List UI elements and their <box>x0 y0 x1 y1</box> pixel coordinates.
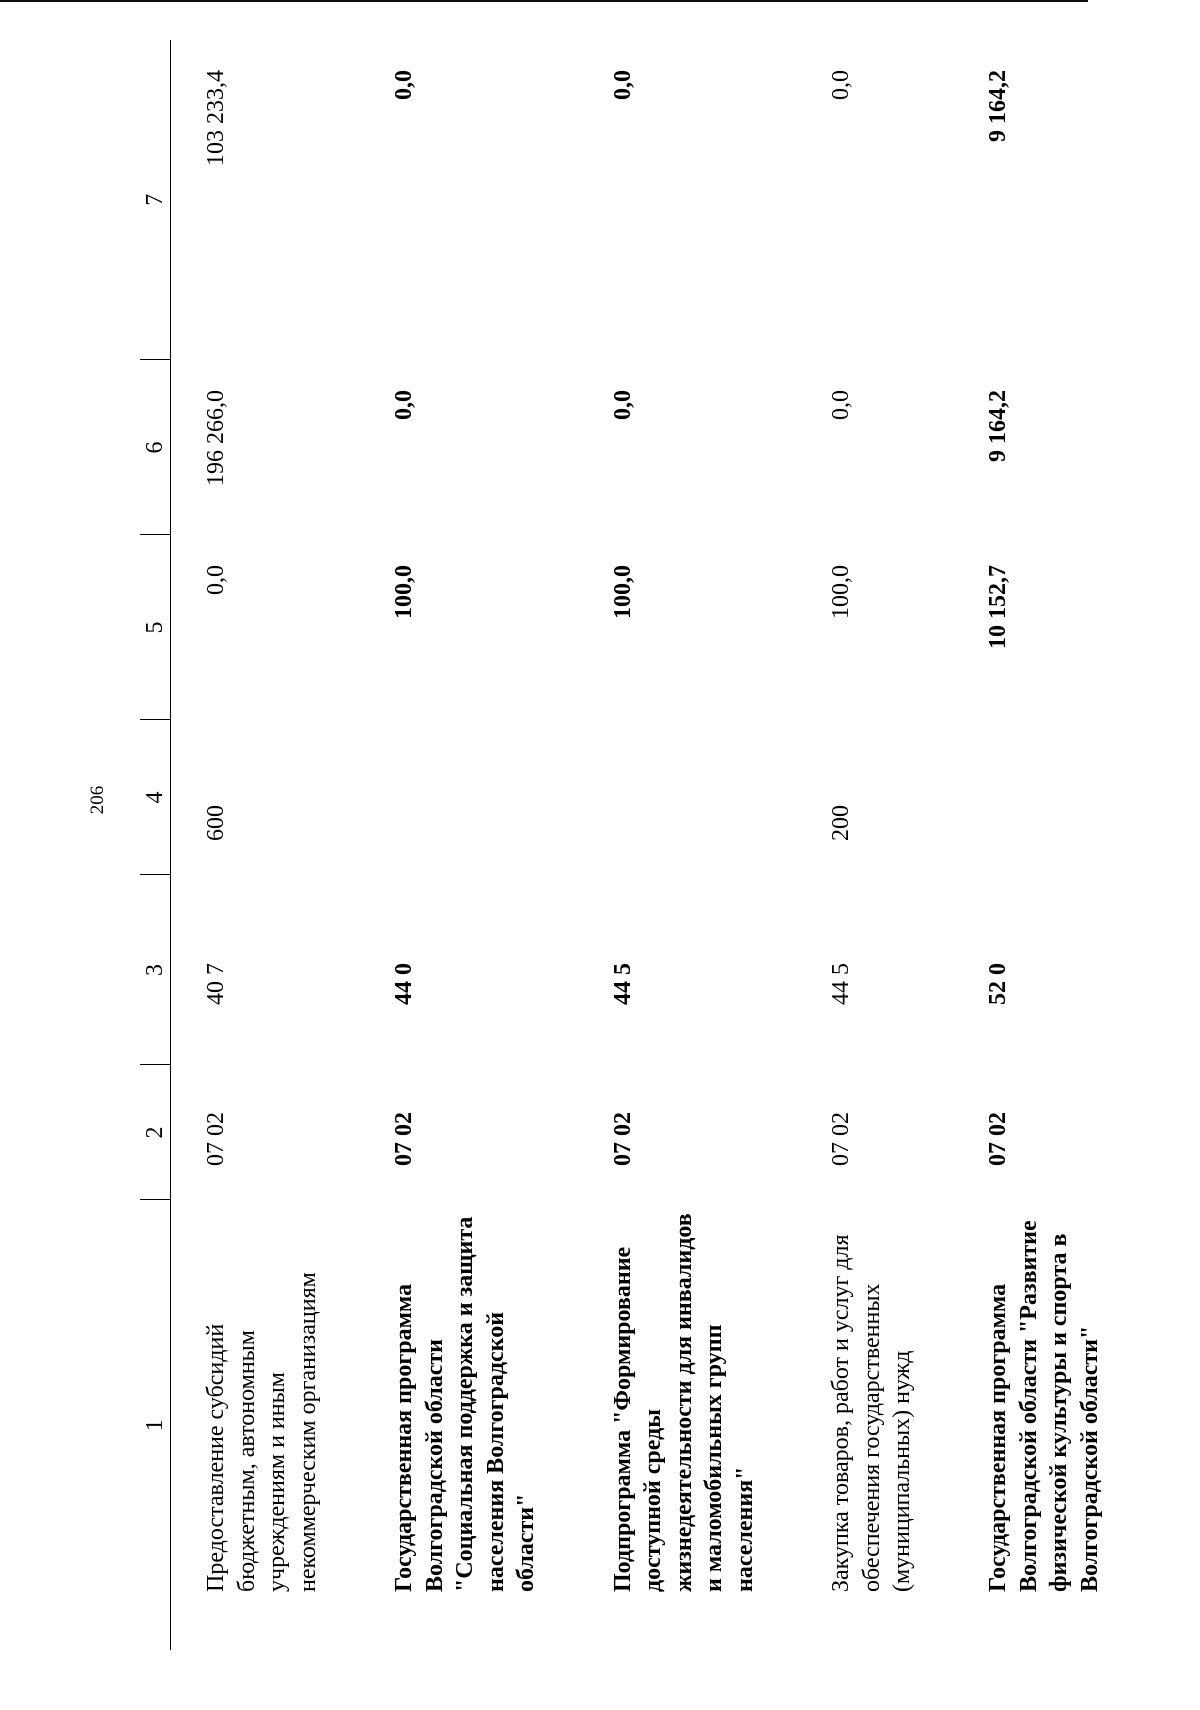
amount-col7-cell: 0,0 <box>828 70 855 100</box>
amount-col5-cell: 100,0 <box>391 565 418 619</box>
row-name-cell: Закупка товаров, работ и услуг для обеспечения государственных (муниципальных) нужд <box>828 1234 915 1592</box>
header-cell-1: 1 <box>140 1200 171 1650</box>
table-row <box>953 40 1141 1650</box>
expense-type-cell: 200 <box>828 805 855 841</box>
expense-type-cell: 600 <box>203 805 230 841</box>
row-name-cell: Государственная программа Волгоградской области "Развитие физической культуры и спорта в Волгоградской области" <box>985 1220 1103 1592</box>
section-code-cell: 07 02 <box>609 1112 636 1166</box>
amount-col5-cell: 0,0 <box>203 565 230 595</box>
amount-col6-cell: 0,0 <box>828 390 855 420</box>
header-cell-6: 6 <box>140 360 171 535</box>
header-cell-4: 4 <box>140 720 171 875</box>
amount-col6-cell: 0,0 <box>609 390 636 420</box>
expense-type-cell <box>359 720 577 875</box>
program-code-cell: 40 7 <box>203 963 230 1005</box>
header-cell-3: 3 <box>140 875 171 1065</box>
amount-col6-cell: 0,0 <box>391 390 418 420</box>
table-row <box>796 40 953 1650</box>
program-code-cell: 52 0 <box>985 963 1012 1005</box>
program-code-cell: 44 5 <box>609 963 636 1005</box>
program-code-cell: 44 5 <box>828 963 855 1005</box>
expense-type-cell <box>953 720 1141 875</box>
amount-col6-cell: 9 164,2 <box>985 390 1012 462</box>
amount-col7-cell: 9 164,2 <box>985 70 1012 142</box>
section-code-cell: 07 02 <box>985 1112 1012 1166</box>
row-name-cell: Государственная программа Волгоградской области "Социальная поддержка и защита населения Волгоградской области" <box>391 1216 540 1592</box>
page-number-text: 206 <box>87 785 108 815</box>
amount-col5-cell: 10 152,7 <box>985 565 1012 649</box>
table-row <box>359 40 577 1650</box>
section-code-cell: 07 02 <box>828 1112 855 1166</box>
amount-col7-cell: 0,0 <box>391 70 418 100</box>
expense-type-cell <box>578 720 796 875</box>
header-row <box>140 40 171 1650</box>
table-row <box>171 40 359 1650</box>
amount-col5-cell: 100,0 <box>609 565 636 619</box>
header-cell-7: 7 <box>140 40 171 360</box>
header-cell-2: 2 <box>140 1065 171 1200</box>
amount-col7-cell: 0,0 <box>609 70 636 100</box>
section-code-cell: 07 02 <box>203 1112 230 1166</box>
row-name-cell: Предоставление субсидий бюджетным, автономным учреждениям и иным некоммерческим организациям <box>203 1272 321 1592</box>
table-row <box>578 40 796 1650</box>
header-cell-5: 5 <box>140 535 171 720</box>
program-code-cell: 44 0 <box>391 963 418 1005</box>
rotated-table-container <box>140 40 1150 1650</box>
amount-col5-cell: 100,0 <box>828 565 855 619</box>
amount-col6-cell: 196 266,0 <box>203 390 230 486</box>
section-code-cell: 07 02 <box>391 1112 418 1166</box>
budget-table <box>140 40 1141 1650</box>
row-name-cell: Подпрограмма "Формирование доступной среды жизнедеятельности для инвалидов и маломобильных групп населения" <box>609 1213 758 1592</box>
top-edge-line <box>0 0 1088 2</box>
amount-col7-cell: 103 233,4 <box>203 70 230 166</box>
